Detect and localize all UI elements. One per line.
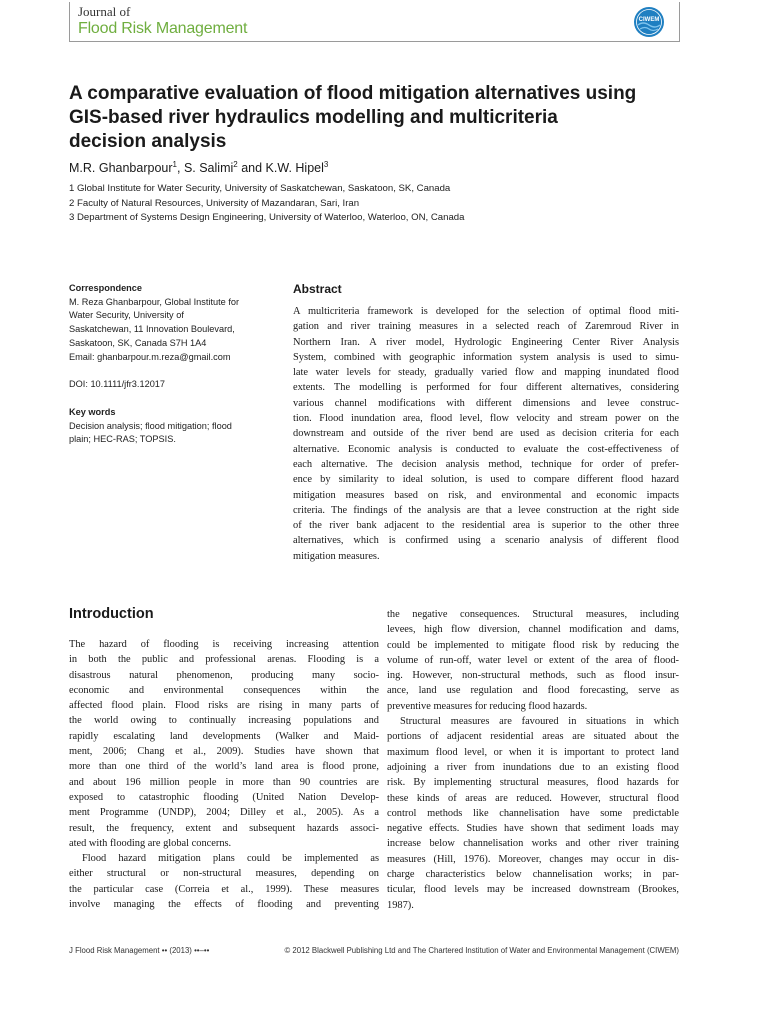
- body-line: rapidly escalating land developments (Walker and Maid-: [69, 730, 379, 742]
- abstract-line: alternatives, which is confirmed using a scenario analysis of different flood: [293, 535, 679, 547]
- author-name: M.R. Ghanbarpour: [69, 161, 173, 176]
- abstract-line: A multicriteria framework is developed for the selection of optimal flood miti-: [293, 306, 679, 317]
- body-line: ticular, flood levels may be increased downstream (Brookes,: [387, 884, 679, 896]
- body-line: Structural measures are favoured in situations in which: [400, 716, 679, 728]
- body-line: and about 196 million people in more than 90 countries are: [69, 776, 379, 788]
- keywords-line: Decision analysis; flood mitigation; flood: [69, 420, 232, 431]
- body-line: ment, 2006; Chang et al., 2009). Studies have shown that: [69, 746, 379, 758]
- body-line: ing. However, non-structural methods, such as flood insur-: [387, 670, 679, 682]
- body-line: control methods like channelisation have some predictable: [387, 807, 679, 819]
- body-line: either structural or non-structural measures, depending on: [69, 868, 379, 880]
- abstract-line: tion. Flood inundation area, flood level, flow velocity and stream power on the: [293, 413, 679, 425]
- affiliation-line: 3 Department of Systems Design Engineering, University of Waterloo, Waterloo, ON, Canada: [69, 212, 465, 223]
- body-line: the negative consequences. Structural measures, including: [387, 609, 679, 620]
- correspondence-line: Water Security, University of: [69, 310, 184, 321]
- abstract-line: gation and river training measures in a selected reach of Zaremroud River in: [293, 321, 679, 333]
- journal-header: [69, 2, 680, 42]
- author-name: S. Salimi: [183, 161, 234, 176]
- abstract-line: Northern Iran. A river model, Hydrologic Engineering Center River Analysis: [293, 336, 679, 348]
- body-line: these kinds of areas are reduced. However, structural flood: [387, 792, 679, 804]
- abstract-line: ence by similarity to ideal solution, is used to compare different flood hazard: [293, 474, 679, 486]
- body-line: risk. By implementing structural measures, flood hazards for: [387, 777, 679, 789]
- abstract-line: downstream and outside of the river bend are used as decision criteria for each: [293, 428, 679, 440]
- author-separator: ,: [176, 161, 184, 176]
- body-line: Flood hazard mitigation plans could be implemented as: [82, 853, 379, 865]
- body-line: increase below channelisation works and other river training: [387, 838, 679, 850]
- body-line: in both the public and professional arenas. Flooding is a: [69, 654, 379, 666]
- body-line: could be implemented to mitigate flood risk by reducing the: [387, 639, 679, 651]
- body-line: adjoining a river from inundations due to an existing flood: [387, 761, 679, 773]
- body-line: ment Programme (UNDP), 2004; Dilley et al., 2005). As a: [69, 807, 379, 819]
- correspondence-heading: Correspondence: [69, 283, 143, 293]
- body-line: the world owing to continually increasing populations and: [69, 715, 379, 727]
- body-line: maximum flood level, or when it is important to protect land: [387, 746, 679, 758]
- keywords-line: plain; HEC-RAS; TOPSIS.: [69, 434, 176, 445]
- body-line: economic and environmental consequences within the: [69, 684, 379, 696]
- body-line: negative effects. Studies have shown that sediment loads may: [387, 823, 679, 835]
- paper-title: [69, 82, 689, 154]
- ciwem-logo-icon: [633, 6, 665, 38]
- body-line: measures (Hill, 1976). Moreover, changes may occur in dis-: [387, 853, 679, 865]
- affiliation-line: 1 Global Institute for Water Security, University of Saskatchewan, Saskatoon, SK, Canada: [69, 183, 451, 194]
- footer-copyright: © 2012 Blackwell Publishing Ltd and The Chartered Institution of Water and Environmental Management (CIWEM): [284, 946, 679, 955]
- correspondence-line: M. Reza Ghanbarpour, Global Institute for: [69, 296, 240, 307]
- svg-text:CIWEM: CIWEM: [638, 17, 660, 23]
- abstract-line: of the river bank adjacent to the residential area is superior to the other three: [293, 520, 679, 532]
- keywords-heading: Key words: [69, 406, 116, 417]
- abstract-line: mitigation measures.: [293, 550, 380, 562]
- body-line: charge characteristics below channelisation works; in par-: [387, 869, 679, 881]
- abstract-line: various channel modifications with different dimensions and levee construc-: [293, 397, 679, 409]
- title-line: GIS-based river hydraulics modelling and multicriteria: [69, 107, 558, 128]
- body-line: disastrous natural phenomenon, producing many socio-: [69, 669, 379, 681]
- affiliation-marker: 1: [172, 160, 177, 169]
- body-line: preventive measures for reducing flood hazards.: [387, 700, 588, 712]
- body-line: result, the frequency, extent and subsequent hazards associ-: [69, 822, 379, 834]
- title-line: A comparative evaluation of flood mitigation alternatives using: [69, 83, 637, 104]
- abstract-line: mitigation measures based on risk, and environmental and economic impacts: [293, 489, 679, 501]
- author-list: [69, 160, 328, 175]
- correspondence-email: Email: ghanbarpour.m.reza@gmail.com: [69, 351, 231, 362]
- abstract-heading: Abstract: [293, 282, 342, 296]
- article-sidebar: [69, 282, 274, 447]
- author-name: K.W. Hipel: [265, 161, 324, 176]
- body-line: volume of run-off, water level or extent of the area of flood-: [387, 654, 679, 666]
- body-line: ated with flooding are global concerns.: [69, 837, 232, 849]
- affiliation-marker: 3: [323, 160, 329, 169]
- abstract-line: criteria. The findings of the analysis are that a levee construction at the right side: [293, 504, 679, 516]
- abstract-body: [293, 304, 679, 564]
- abstract-line: late water levels for steady, gradually varied flow and mapping inundated flood: [293, 367, 679, 379]
- affiliation-line: 2 Faculty of Natural Resources, University of Mazandaran, Sari, Iran: [69, 198, 360, 209]
- body-line: levees, high flow diversion, channel modification and dams,: [387, 624, 679, 636]
- abstract-line: extents. The modelling is performed for four different alternatives, considering: [293, 382, 679, 394]
- body-line: affected flood plain. Flood risks are rising in many parts of: [69, 700, 379, 712]
- introduction-heading: Introduction: [69, 606, 154, 622]
- journal-name: Flood Risk Management: [78, 20, 248, 37]
- body-line: exposed to catastrophic flooding (United Nation Develop-: [69, 791, 379, 803]
- author-separator: and: [237, 161, 266, 176]
- body-line: 1987).: [387, 899, 414, 911]
- body-line: more than one third of the world’s land area is flood prone,: [69, 761, 379, 773]
- body-column-left: [69, 637, 379, 912]
- affiliation-marker: 2: [233, 160, 238, 169]
- footer-citation: J Flood Risk Management •• (2013) ••–••: [69, 946, 210, 955]
- body-column-right: [387, 607, 679, 913]
- body-line: involve managing the effects of flooding and preventing: [69, 899, 379, 911]
- doi: DOI: 10.1111/jfr3.12017: [69, 379, 166, 390]
- body-line: ance, land use regulation and flood forecasting, serve as: [387, 685, 679, 697]
- abstract-line: System, combined with geographic information system analysis is used to simu-: [293, 351, 679, 363]
- abstract-line: each alternative. The decision analysis method, technique for order of prefer-: [293, 458, 679, 470]
- correspondence-line: Saskatchewan, 11 Innovation Boulevard,: [69, 324, 235, 335]
- body-line: portions of adjacent residential areas are situated about the: [387, 731, 679, 743]
- body-line: The hazard of flooding is receiving increasing attention: [69, 639, 379, 650]
- body-line: the particular case (Correia et al., 1999). These measures: [69, 883, 379, 895]
- correspondence-line: Saskatoon, SK, Canada S7H 1A4: [69, 337, 207, 348]
- title-line: decision analysis: [69, 131, 227, 152]
- journal-prefix: Journal of: [78, 4, 131, 19]
- abstract-line: alternative. Economic analysis is conducted to evaluate the cost-effectiveness of: [293, 443, 679, 455]
